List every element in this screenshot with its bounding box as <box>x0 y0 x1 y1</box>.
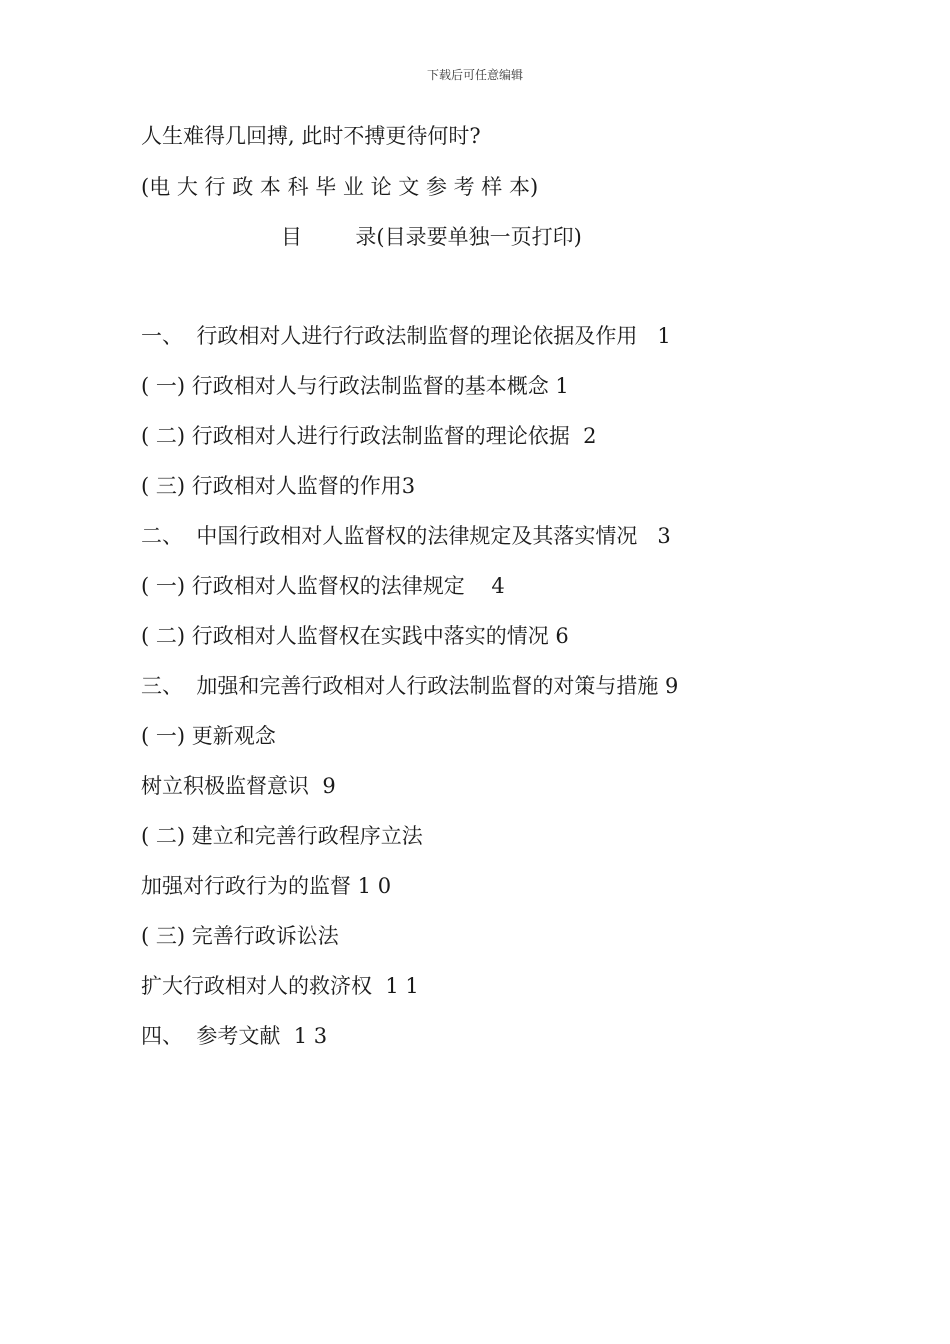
toc-entry: ( 一) 行政相对人与行政法制监督的基本概念 1 <box>141 374 569 398</box>
toc-entry: 扩大行政相对人的救济权 1 1 <box>141 974 419 998</box>
toc-entry: ( 一) 更新观念 <box>141 724 276 748</box>
toc-entry: 树立积极监督意识 9 <box>141 774 336 798</box>
motto: 人生难得几回搏, 此时不搏更待何时? <box>141 124 481 148</box>
toc-entry: ( 二) 行政相对人监督权在实践中落实的情况 6 <box>141 624 569 648</box>
toc-entry: ( 二) 行政相对人进行行政法制监督的理论依据 2 <box>141 424 597 448</box>
toc-entry: ( 三) 行政相对人监督的作用3 <box>141 474 416 498</box>
toc-entry: 一、 行政相对人进行行政法制监督的理论依据及作用 1 <box>141 324 671 348</box>
toc-entry: 四、 参考文献 1 3 <box>141 1024 328 1048</box>
document-subtitle: (电 大 行 政 本 科 毕 业 论 文 参 考 样 本) <box>141 175 539 199</box>
toc-entry: 加强对行政行为的监督 1 0 <box>141 874 392 898</box>
toc-entry: ( 三) 完善行政诉讼法 <box>141 924 339 948</box>
toc-entry: 二、 中国行政相对人监督权的法律规定及其落实情况 3 <box>141 524 671 548</box>
toc-entry: ( 二) 建立和完善行政程序立法 <box>141 824 423 848</box>
toc-entry: ( 一) 行政相对人监督权的法律规定 4 <box>141 574 505 598</box>
toc-entry: 三、 加强和完善行政相对人行政法制监督的对策与措施 9 <box>141 674 679 698</box>
toc-heading: 目 录(目录要单独一页打印) <box>281 225 582 249</box>
header-note: 下载后可任意编辑 <box>426 68 523 82</box>
